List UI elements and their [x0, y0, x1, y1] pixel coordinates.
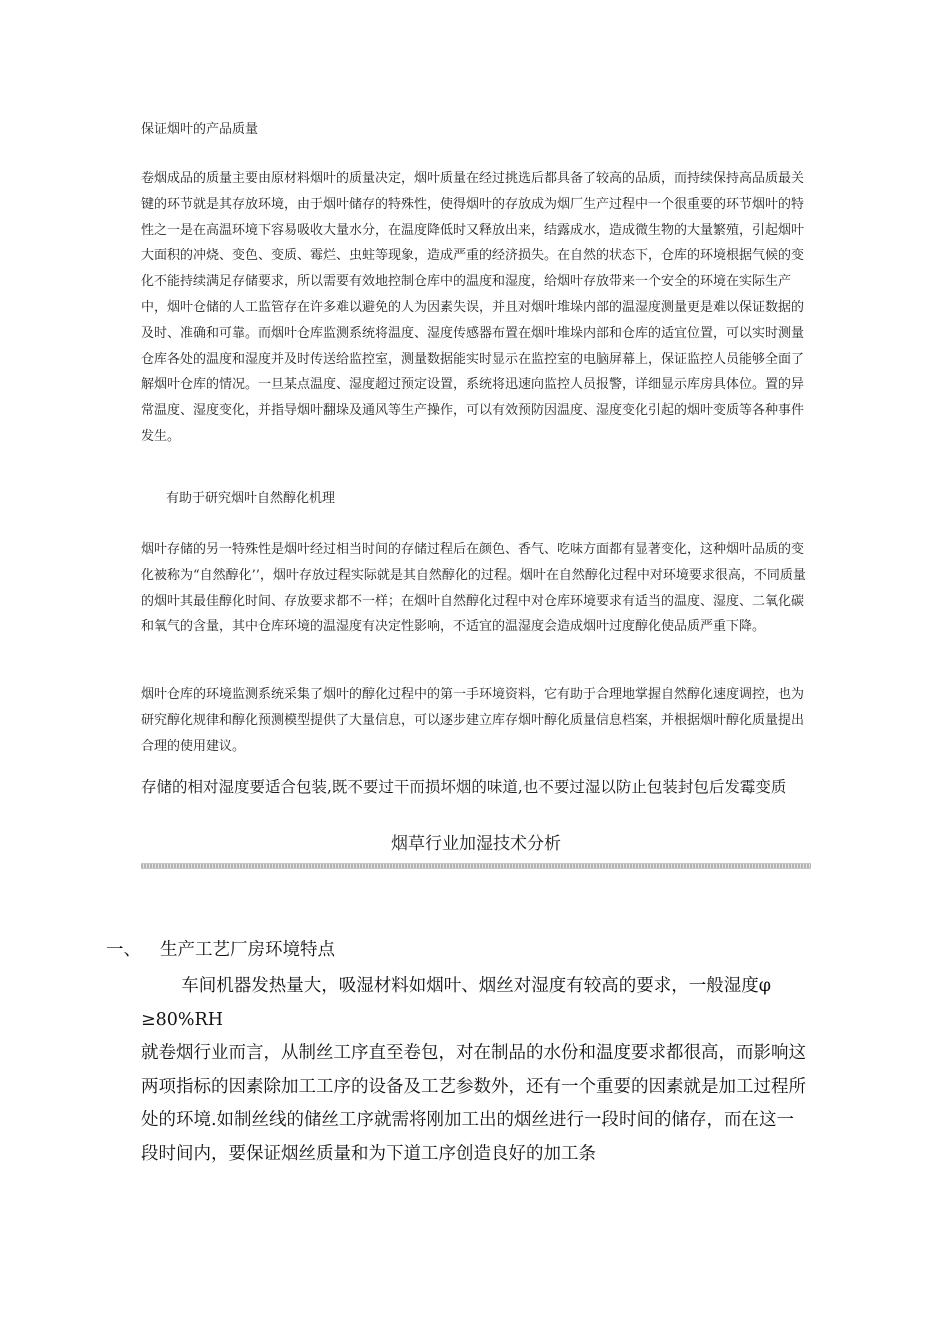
title-divider [141, 863, 811, 869]
paragraph-product-quality: 卷烟成品的质量主要由原材料烟叶的质量决定，烟叶质量在经过挑选后都具备了较高的品质，而持续保持高品质最关键的环节就是其存放环境，由于烟叶储存的特殊性，使得烟叶的存放成为烟厂生产过程中一个很重要的环节烟叶的特性之一是在高温环境下容易吸收大量水分，在温度降低时又释放出来，结露成水，造成微生物的大量繁殖，引起烟叶大面积的冲烧、变色、变质、霉烂、虫蛀等现象，造成严重的经济损失。在自然的状态下，仓库的环境根据气候的变化不能持续满足存储要求，所以需要有效地控制仓库中的温度和湿度，给烟叶存放带来一个安全的环境在实际生产中，烟叶仓储的人工监管存在许多难以避免的人为因素失误，并且对烟叶堆垛内部的温湿度测量更是难以保证数据的及时、准确和可靠。而烟叶仓库监测系统将温度、湿度传感器布置在烟叶堆垛内部和仓库的适宜位置，可以实时测量仓库各处的温度和湿度并及时传送给监控室，测量数据能实时显示在监控室的电脑屏幕上，保证监控人员能够全面了解烟叶仓库的情况。一旦某点温度、湿度超过预定设置，系统将迅速向监控人员报警，详细显示库房具体位。置的异常温度、湿度变化，并指导烟叶翻垛及通风等生产操作，可以有效预防因温度、湿度变化引起的烟叶变质等各种事件发生。 [141, 171, 805, 444]
paragraph-aging-1: 烟叶存储的另一特殊性是烟叶经过相当时间的存储过程后在颜色、香气、吃味方面都有显著变化，这种烟叶品质的变化被称为“自然醇化’’，烟叶存放过程实际就是其自然醇化的过程。烟叶在自然醇化过程中对环境要求很高，不同质量的烟叶其最佳醇化时间、存放要求都不一样；在烟叶自然醇化过程中对仓库环境要求有适当的温度、湿度、二氧化碳和氧气的含量，其中仓库环境的温湿度有决定性影响，不适宜的温湿度会造成烟叶过度醇化使品质严重下降。 [141, 542, 806, 635]
section-title-product-quality: 保证烟叶的产品质量 [141, 122, 259, 137]
heading-text: 生产工艺厂房环境特点 [160, 940, 335, 960]
section-title-aging-mechanism: 有助于研究烟叶自然醇化机理 [166, 491, 336, 506]
heading-number: 一、 [106, 940, 141, 960]
paragraph-cigarette-industry: 就卷烟行业而言，从制丝工序直至卷包，对在制品的水份和温度要求都很高，而影响这两项指标的因素除加工工序的设备及工艺参数外，还有一个重要的因素就是加工过程所处的环境.如制丝线的储丝工序就需将刚加工出的烟丝进行一段时间的储存，而在这一段时间内，要保证烟丝质量和为下道工序创造良好的加工条 [141, 1043, 806, 1164]
analysis-title: 烟草行业加湿技术分析 [391, 834, 561, 854]
paragraph-workshop-humidity: 车间机器发热量大，吸湿材料如烟叶、烟丝对湿度有较高的要求，一般湿度φ ≥80%RH [141, 976, 772, 1030]
storage-note: 存储的相对湿度要适合包装,既不要过干而损坏烟的味道,也不要过湿以防止包装封包后发霉变质 [141, 778, 787, 796]
paragraph-aging-2: 烟叶仓库的环境监测系统采集了烟叶的醇化过程中的第一手环境资料，它有助于合理地掌握自然醇化速度调控，也为研究醇化规律和醇化预测模型提供了大量信息，可以逐步建立库存烟叶醇化质量信息档案，并根据烟叶醇化质量提出合理的使用建议。 [141, 687, 805, 754]
